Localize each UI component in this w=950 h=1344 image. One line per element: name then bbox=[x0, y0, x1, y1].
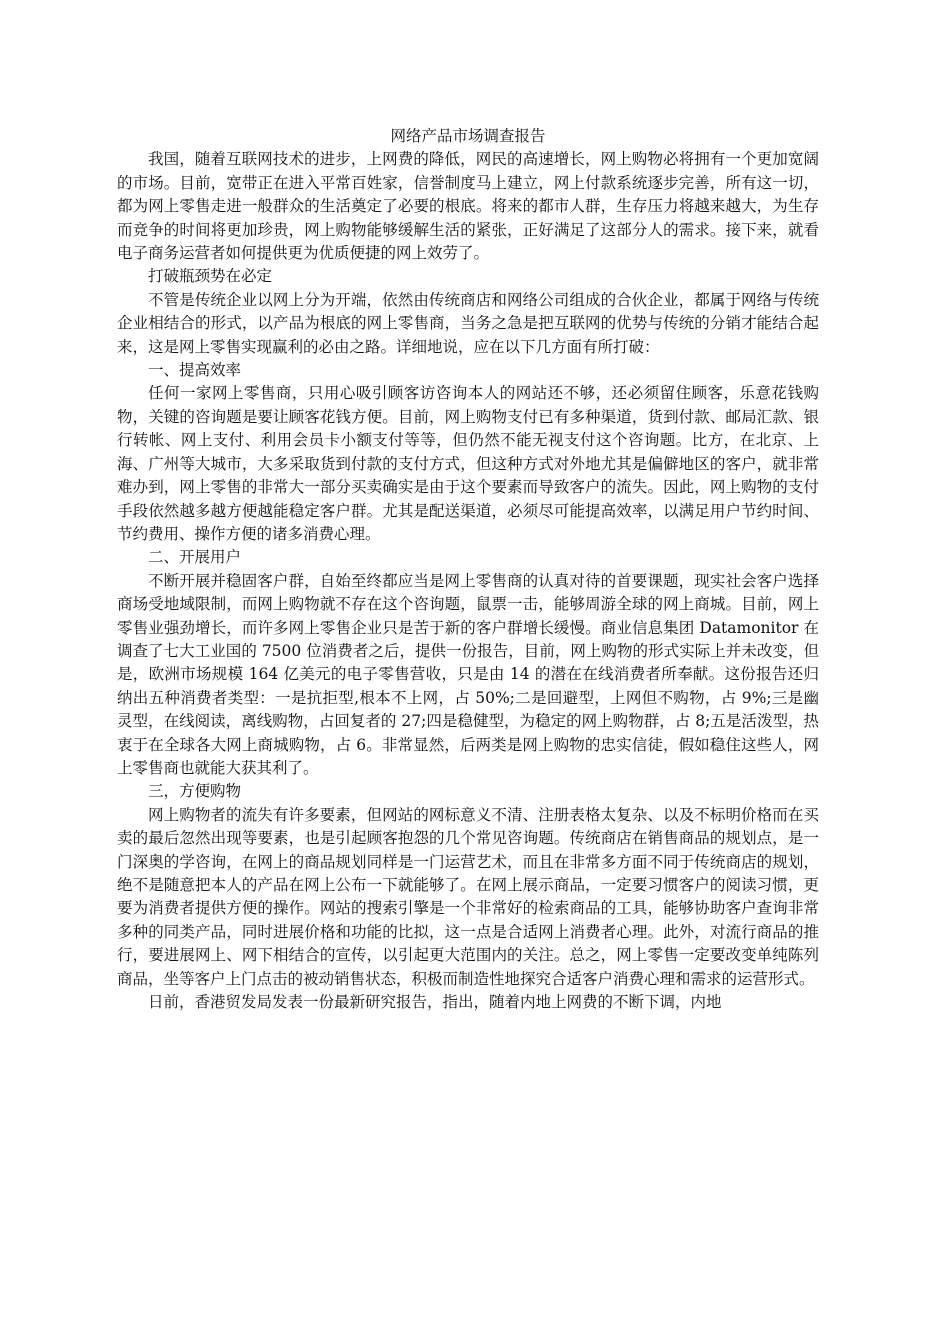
section-heading-efficiency: 一、提高效率 bbox=[148, 361, 242, 380]
convenience-paragraph: 网上购物者的流失有许多要素，但网站的网标意义不清、注册表格太复杂、以及不标明价格而在买卖的最后忽然出现等要素，也是引起顾客抱怨的几个常见咨询题。传统商店在销售商品的规划点，是一门深奥的学咨询，在网上的商品规划同样是一门运营艺术，而且在非常多方面不同于传统商店的规划，绝不是随意把本人的产品在网上公布一下就能够了。在网上展示商品，一定要习惯客户的阅读习惯，更要为消费者提供方便的操作。网站的搜索引擎是一个非常好的检索商品的工具，能够协助客户查询非常多种的同类产品，同时进展价格和功能的比拟，这一点是合适网上消费者心理。此外，对流行商品的推行，要进展网上、网下相结合的宣传，以引起更大范围内的关注。总之，网上零售一定要改变单纯陈列商品，坐等客户上门点击的被动销售状态，积极而制造性地探究合适客户消费心理和需求的运营形式。 bbox=[117, 805, 819, 988]
efficiency-paragraph: 任何一家网上零售商，只用心吸引顾客访咨询本人的网站还不够，还必须留住顾客，乐意花钱购物，关键的咨询题是要让顾客花钱方便。目前，网上购物支付已有多种渠道，货到付款、邮局汇款、银行转帐、网上支付、利用会员卡小额支付等等，但仍然不能无视支付这个咨询题。比方，在北京、上海、广州等大城市，大多采取货到付款的支付方式，但这种方式对外地尤其是偏僻地区的客户，就非常难办到，网上零售的非常大一部分买卖确实是由于这个要素而导致客户的流失。因此，网上购物的支付手段依然越多越方便越能稳定客户群。尤其是配送渠道，必须尽可能提高效率，以满足用户节约时间、节约费用、操作方便的诸多消费心理。 bbox=[117, 384, 819, 543]
section-heading-users: 二、开展用户 bbox=[148, 548, 242, 567]
intro-paragraph: 我国，随着互联网技术的进步，上网费的降低，网民的高速增长，网上购物必将拥有一个更加宽阔的市场。目前，宽带正在进入平常百姓家，信誉制度马上建立，网上付款系统逐步完善，所有这一切，都为网上零售走进一般群众的生活奠定了必要的根底。将来的都市人群，生存压力将越来越大，为生存而竞争的时间将更加珍贵，网上购物能够缓解生活的紧张，正好满足了这部分人的需求。接下来，就看电子商务运营者如何提供更为优质便捷的网上效劳了。 bbox=[117, 150, 819, 263]
section-heading-breakthrough: 打破瓶颈势在必定 bbox=[148, 267, 273, 286]
hk-report-paragraph: 日前，香港贸发局发表一份最新研究报告，指出，随着内地上网费的不断下调，内地 bbox=[148, 993, 722, 1012]
breakthrough-paragraph: 不管是传统企业以网上分为开端，依然由传统商店和网络公司组成的合伙企业，都属于网络与传统企业相结合的形式，以产品为根底的网上零售商，当务之急是把互联网的优势与传统的分销才能结合起来，这是网上零售实现赢利的必由之路。详细地说，应在以下几方面有所打破： bbox=[117, 290, 819, 356]
users-paragraph: 不断开展并稳固客户群，自始至终都应当是网上零售商的认真对待的首要课题，现实社会客户选择商场受地域限制，而网上购物就不存在这个咨询题，鼠票一击，能够周游全球的网上商城。目前，网上零售业强劲增长，而许多网上零售企业只是苦于新的客户群增长缓慢。商业信息集团 Datamonitor 在调查了七大工业国的 7500 位消费者之后，提供一份报告，目前，网上购物的形式实际上并未改变，但是，欧洲市场规模 164 亿美元的电子零售营收，只是由 14 的潜在在线消费者所奉献。这份报告还归纳出五种消费者类型：一是抗拒型,根本不上网，占 50%;二是回避型，上网但不购物，占 9%;三是幽灵型，在线阅读，离线购物，占回复者的 27;四是稳健型，为稳定的网上购物群，占 8;五是活泼型，热衷于在全球各大网上商城购物，占 6。非常显然，后两类是网上购物的忠实信徒，假如稳住这些人，网上零售商也就能大获其利了。 bbox=[117, 571, 819, 777]
document-page bbox=[117, 125, 819, 1014]
section-heading-convenience: 三，方便购物 bbox=[148, 782, 242, 801]
document-title: 网络产品市场调查报告 bbox=[390, 127, 546, 145]
